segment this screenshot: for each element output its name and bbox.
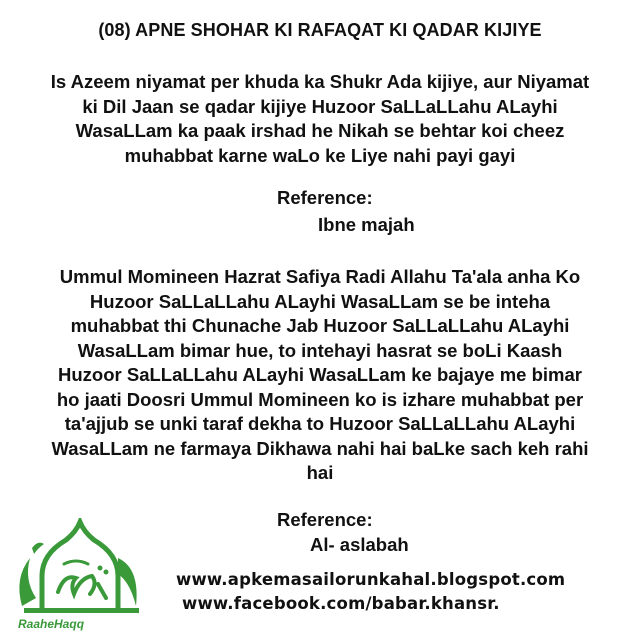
paragraph-1: Is Azeem niyamat per khuda ka Shukr Ada kijiye, aur Niyamat ki Dil Jaan se qadar kijiye Huzoor SaLLaLLahu ALayhi WasaLLam ka paak irshad he Nikah se behtar koi cheez muhabbat karne waLo ke Liye nahi payi gayi <box>50 71 590 166</box>
facebook-url: www.facebook.com/babar.khansr. <box>182 594 500 613</box>
reference-1-value: Ibne majah <box>318 214 415 235</box>
logo-caption: RaaheHaqq <box>18 617 85 631</box>
reference-1-label: Reference: <box>277 187 373 208</box>
paragraph-2: Ummul Momineen Hazrat Safiya Radi Allahu Ta'ala anha Ko Huzoor SaLLaLLahu ALayhi WasaLLam se be inteha muhabbat thi Chunache Jab Huzoor SaLLaLLahu ALayhi WasaLLam bimar hue, to intehayi hasrat se boLi Kaash Huzoor SaLLaLLahu ALayhi WasaLLam ke bajaye me bimar ho jaati Doosri Ummul Momineen ko is izhare muhabbat per ta'ajjub se unki taraf dekha to Huzoor SaLLaLLahu ALayhi WasaLLam ne farmaya Dikhawa nahi hai baLke sach keh rahi hai <box>51 266 589 483</box>
blog-url: www.apkemasailorunkahal.blogspot.com <box>176 570 566 589</box>
page-title: (08) APNE SHOHAR KI RAFAQAT KI QADAR KIJIYE <box>98 20 542 40</box>
reference-2-value: Al- aslabah <box>310 534 409 555</box>
reference-2-label: Reference: <box>277 509 373 530</box>
